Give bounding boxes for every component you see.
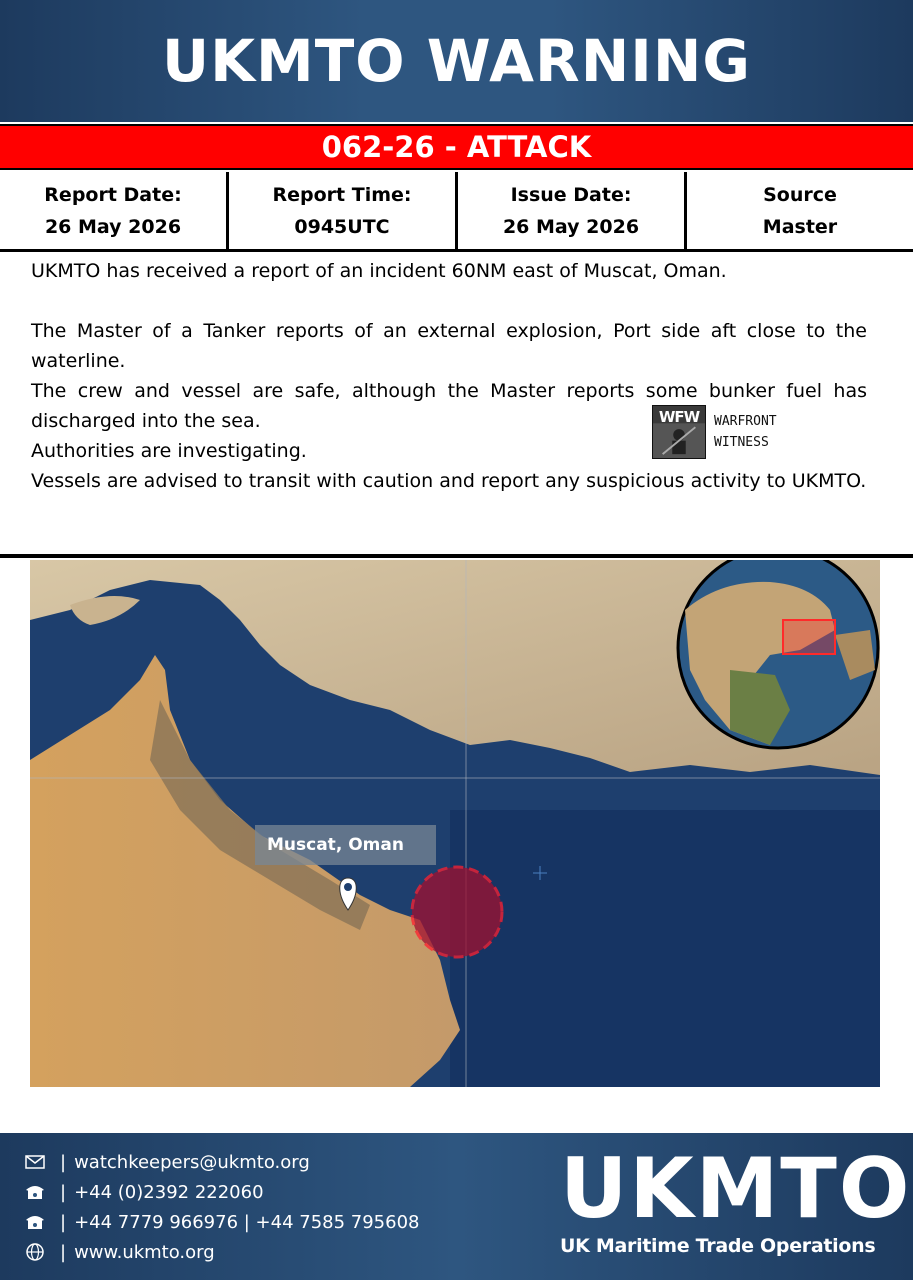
ukmto-full-name: UK Maritime Trade Operations (560, 1235, 876, 1257)
investigation-status: Authorities are investigating. (31, 440, 307, 462)
email-link[interactable]: watchkeepers@ukmto.org (74, 1151, 310, 1173)
report-time-cell (229, 172, 458, 249)
warfront-text (714, 411, 777, 453)
report-time-value: 0945UTC (294, 215, 390, 238)
ukmto-brand (560, 1140, 912, 1257)
issue-date-label: Issue Date: (510, 183, 632, 206)
phone-icon (24, 1211, 46, 1233)
phone-row-2 (24, 1207, 420, 1237)
web-row (24, 1237, 420, 1267)
phone-icon (24, 1181, 46, 1203)
alert-code: 062-26 - ATTACK (321, 130, 592, 164)
source-cell (687, 172, 913, 249)
incident-area-circle (412, 867, 502, 957)
phone-row-1 (24, 1177, 420, 1207)
incident-detail: The Master of a Tanker reports of an external explosion, Port side aft close to the waterline. (31, 320, 867, 372)
separator: | (60, 1181, 67, 1203)
incident-summary: UKMTO has received a report of an incident 60NM east of Muscat, Oman. (31, 260, 727, 282)
separator: | (60, 1211, 67, 1233)
phone-number-1[interactable]: +44 (0)2392 222060 (74, 1181, 264, 1203)
source-label: Source (763, 183, 837, 206)
envelope-icon (24, 1151, 46, 1173)
issue-date-value: 26 May 2026 (502, 215, 640, 238)
warfront-line2: WITNESS (714, 435, 769, 450)
source-value: Master (762, 215, 838, 238)
section-divider (0, 554, 913, 558)
inset-highlight-box (783, 620, 835, 654)
warfront-logo-text: WFW (658, 408, 700, 426)
website-link[interactable]: www.ukmto.org (74, 1241, 215, 1263)
advisory-text: Vessels are advised to transit with caution and report any suspicious activity to UKMTO. (31, 470, 867, 492)
incident-description (31, 256, 867, 496)
ukmto-logo-text: UKMTO (560, 1140, 912, 1237)
issue-date-cell (458, 172, 687, 249)
globe-icon (24, 1241, 46, 1263)
contact-details (24, 1147, 420, 1267)
incident-map (30, 560, 880, 1087)
report-time-label: Report Time: (272, 183, 412, 206)
report-info-table (0, 172, 913, 252)
report-date-label: Report Date: (44, 183, 182, 206)
email-row (24, 1147, 420, 1177)
phone-number-2[interactable]: +44 7779 966976 | +44 7585 795608 (74, 1211, 420, 1233)
report-date-value: 26 May 2026 (44, 215, 182, 238)
warfront-logo (652, 405, 706, 459)
warfront-line1: WARFRONT (714, 414, 777, 429)
alert-bar (0, 124, 913, 170)
warfront-witness-watermark (652, 405, 777, 459)
warning-header (0, 0, 913, 122)
report-date-cell (0, 172, 229, 249)
separator: | (60, 1151, 67, 1173)
crew-status: The crew and vessel are safe, although the Master reports some bunker fuel has discharged into the sea. (31, 380, 867, 432)
muscat-pin-label: Muscat, Oman (255, 825, 436, 865)
separator: | (60, 1241, 67, 1263)
warning-title: UKMTO WARNING (161, 27, 751, 95)
